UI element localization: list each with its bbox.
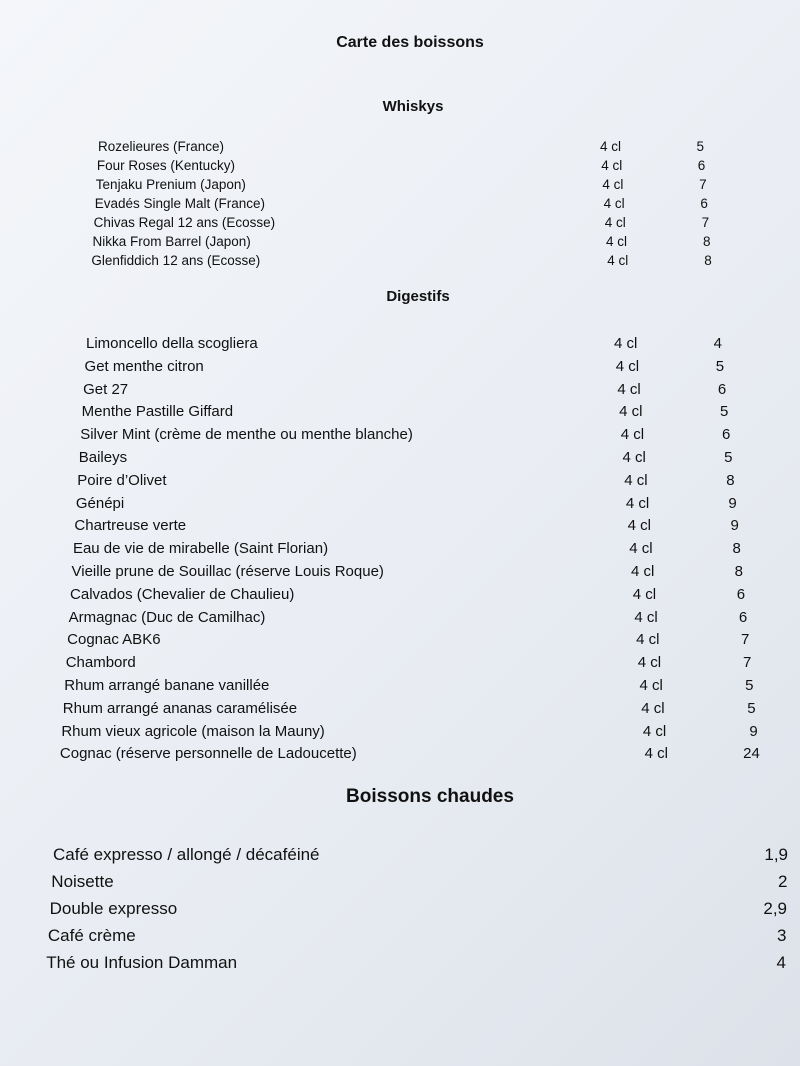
item-volume: 4 cl: [607, 253, 629, 268]
item-price: 2,9: [763, 899, 787, 918]
item-name: Chivas Regal 12 ans (Ecosse): [93, 215, 276, 230]
item-volume: 4 cl: [642, 722, 667, 740]
item-volume: 4 cl: [624, 471, 648, 489]
item-name: Café expresso / allongé / décaféiné: [53, 845, 320, 864]
item-volume: 4 cl: [614, 335, 638, 352]
item-name: Armagnac (Duc de Camilhac): [68, 608, 266, 626]
item-name: Cognac ABK6: [67, 631, 161, 649]
item-name: Rhum arrangé banane vanillée: [64, 677, 270, 694]
item-volume: 4 cl: [603, 196, 625, 211]
item-name: Vieille prune de Souillac (réserve Louis Roque): [71, 563, 384, 580]
item-price: 8: [734, 563, 743, 580]
item-name: Tenjaku Prenium (Japon): [95, 177, 246, 192]
item-price: 7: [699, 177, 707, 192]
item-name: Noisette: [51, 872, 114, 891]
item-name: Evadés Single Malt (France): [94, 196, 266, 211]
item-name: Double expresso: [49, 899, 178, 918]
boissons-chaudes-title: Boissons chaudes: [346, 786, 514, 807]
item-price: 3: [777, 926, 787, 945]
item-price: 5: [745, 677, 754, 694]
item-price: 5: [724, 449, 733, 466]
item-volume: 4 cl: [639, 677, 663, 694]
item-price: 5: [719, 403, 729, 421]
item-name: Rozelieures (France): [98, 139, 225, 154]
item-name: Glenfiddich 12 ans (Ecosse): [91, 253, 261, 268]
item-volume: 4 cl: [627, 517, 651, 535]
item-volume: 4 cl: [617, 380, 641, 398]
item-price: 7: [743, 654, 752, 672]
item-name: Silver Mint (crème de menthe ou menthe blanche): [80, 426, 413, 444]
item-volume: 4 cl: [644, 745, 668, 763]
item-volume: 4 cl: [619, 403, 643, 421]
item-name: Chambord: [65, 654, 136, 672]
item-name: Menthe Pastille Giffard: [81, 403, 234, 421]
item-price: 6: [738, 608, 748, 626]
menu-title: Carte des boissons: [336, 34, 484, 51]
item-price: 2: [778, 872, 788, 891]
item-price: 7: [701, 215, 710, 230]
item-name: Thé ou Infusion Damman: [46, 953, 238, 972]
item-volume: 4 cl: [641, 699, 665, 717]
item-volume: 4 cl: [634, 608, 658, 626]
item-price: 8: [704, 253, 712, 268]
item-name: Four Roses (Kentucky): [96, 158, 235, 173]
item-name: Get 27: [83, 380, 129, 398]
item-volume: 4 cl: [604, 215, 626, 230]
item-price: 9: [730, 517, 739, 535]
item-name: Get menthe citron: [84, 357, 204, 375]
whiskys-title: Whiskys: [382, 98, 444, 115]
item-price: 8: [732, 540, 741, 558]
item-volume: 4 cl: [620, 426, 645, 444]
item-name: Rhum vieux agricole (maison la Mauny): [61, 722, 325, 740]
item-price: 6: [736, 585, 746, 603]
item-name: Poire d’Olivet: [77, 471, 167, 489]
item-price: 9: [728, 494, 737, 512]
item-volume: 4 cl: [606, 234, 628, 249]
item-price: 4: [776, 953, 786, 972]
item-name: Limoncello della scogliera: [86, 335, 258, 352]
digestifs-title: Digestifs: [386, 288, 450, 305]
item-price: 8: [702, 234, 711, 249]
item-volume: 4 cl: [637, 654, 662, 672]
item-price: 5: [696, 139, 704, 154]
item-volume: 4 cl: [625, 494, 650, 512]
item-volume: 4 cl: [600, 139, 622, 154]
item-price: 6: [700, 196, 708, 211]
item-name: Chartreuse verte: [74, 517, 187, 535]
item-price: 7: [740, 631, 750, 649]
item-price: 6: [697, 158, 706, 173]
item-name: Eau de vie de mirabelle (Saint Florian): [72, 540, 329, 558]
item-price: 6: [717, 380, 727, 398]
item-name: Cognac (réserve personnelle de Ladoucette): [59, 745, 357, 763]
item-name: Génépi: [75, 494, 125, 512]
item-volume: 4 cl: [622, 449, 646, 466]
item-price: 8: [726, 471, 735, 489]
item-price: 4: [713, 335, 722, 352]
item-volume: 4 cl: [632, 585, 657, 603]
item-price: 1,9: [764, 845, 788, 864]
item-volume: 4 cl: [602, 177, 624, 192]
item-name: Calvados (Chevalier de Chaulieu): [70, 585, 295, 603]
item-price: 9: [749, 722, 758, 740]
item-volume: 4 cl: [631, 563, 655, 580]
item-volume: 4 cl: [629, 540, 653, 558]
item-name: Rhum arrangé ananas caramélisée: [62, 699, 298, 717]
item-name: Nikka From Barrel (Japon): [92, 234, 251, 249]
item-volume: 4 cl: [615, 357, 640, 375]
item-name: Café crème: [47, 926, 136, 945]
item-volume: 4 cl: [636, 631, 660, 649]
item-volume: 4 cl: [601, 158, 623, 173]
item-name: Baileys: [78, 449, 128, 466]
item-price: 5: [715, 357, 725, 375]
item-price: 24: [743, 745, 760, 763]
item-price: 5: [747, 699, 756, 717]
item-price: 6: [722, 426, 731, 444]
